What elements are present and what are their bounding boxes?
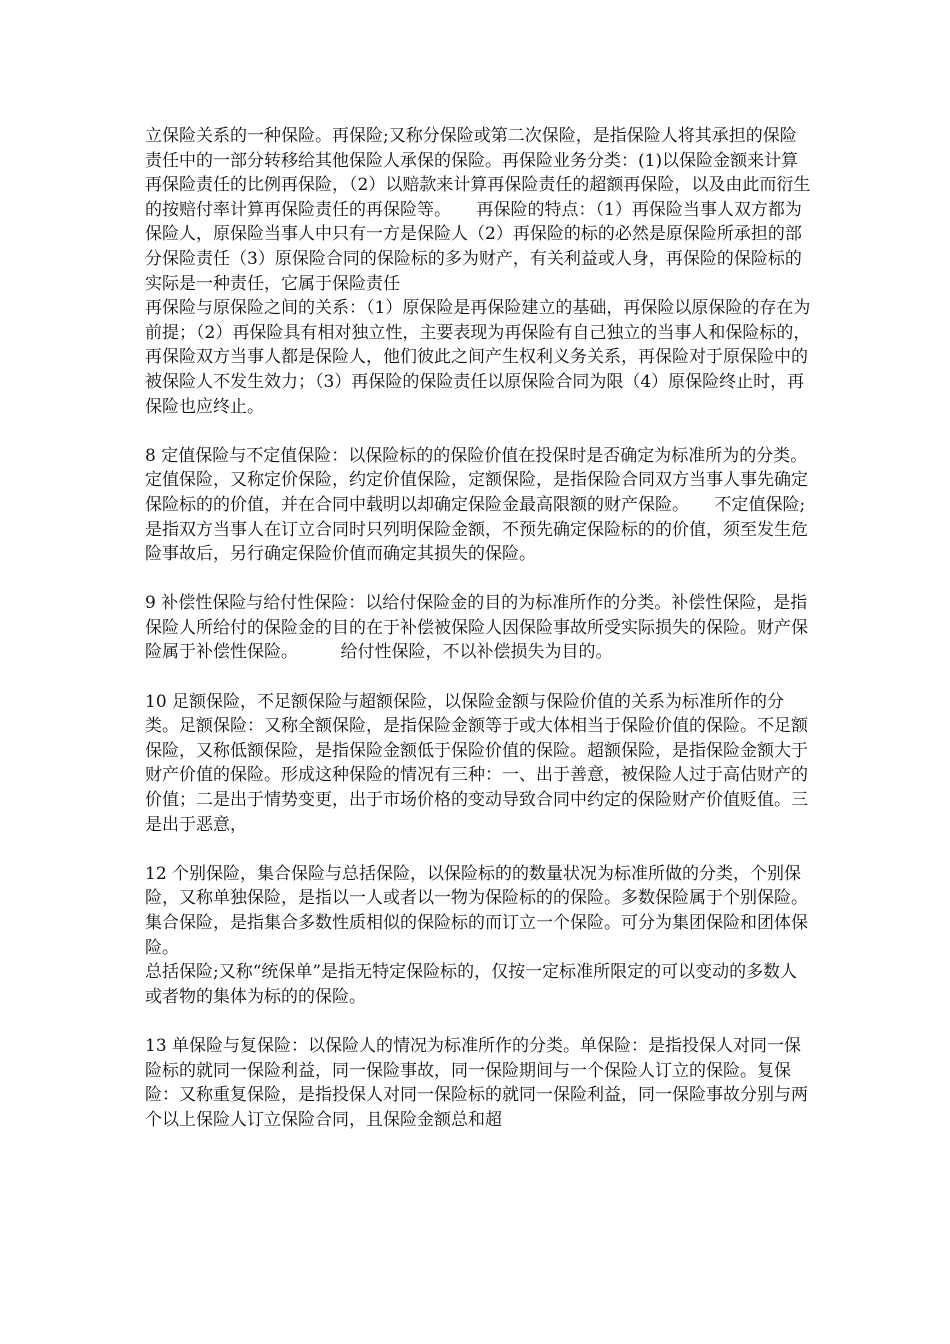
paragraph-spacer (145, 837, 813, 862)
paragraph-single-insurance: 13 单保险与复保险：以保险人的情况为标准所作的分类。单保险：是指投保人对同一保险标的就同一保险利益，同一保险事故，同一保险期间与一个保险人订立的保险。复保险：又称重复保险，是指投保人对同一保险标的就同一保险利益，同一保险事故分别与两个以上保险人订立保险合同，且保险金额总和超 (145, 1035, 808, 1130)
paragraph-spacer (145, 567, 813, 592)
document-body (145, 124, 817, 1132)
paragraph-spacer (145, 419, 813, 444)
paragraph-blanket-insurance: 总括保险;又称“统保单”是指无特定保险标的，仅按一定标准所限定的可以变动的多数人或者物的集体为标的的保险。 (145, 962, 798, 1007)
paragraph-indemnity-insurance: 9 补偿性保险与给付性保险：以给付保险金的目的为标准所作的分类。补偿性保险，是指保险人所给付的保险金的目的在于补偿被保险人因保险事故所受实际损失的保险。财产保险属于补偿性保险。 给付性保险，不以补偿损失为目的。 (145, 593, 808, 663)
paragraph-individual-insurance: 12 个别保险，集合保险与总括保险，以保险标的的数量状况为标准所做的分类，个别保险，又称单独保险，是指以一人或者以一物为保险标的的保险。多数保险属于个别保险。 集合保险，是指集合多数性质相似的保险标的而订立一个保险。可分为集团保险和团体保险。 (145, 863, 817, 958)
paragraph-valued-insurance: 8 定值保险与不定值保险：以保险标的的保险价值在投保时是否确定为标准所为的分类。定值保险，又称定价保险，约定价值保险，定额保险，是指保险合同双方当事人事先确定保险标的的价值，并在合同中载明以却确定保险金最高限额的财产保险。 不定值保险;是指双方当事人在订立合同时只列明保险金额，不预先确定保险标的的价值，须至发生危险事故后，另行确定保险价值而确定其损失的保险。 (145, 445, 808, 565)
paragraph-spacer (145, 1009, 813, 1034)
paragraph-reinsurance-definition: 立保险关系的一种保险。再保险;又称分保险或第二次保险，是指保险人将其承担的保险责任中的一部分转移给其他保险人承保的保险。再保险业务分类：(1)以保险金额来计算再保险责任的比例再保险，（2）以赔款来计算再保险责任的超额再保险，以及由此而衍生的按赔付率计算再保险责任的再保险等。 再保险的特点：（1）再保险当事人双方都为保险人，原保险当事人中只有一方是保险人（2）再保险的标的必然是原保险所承担的部分保险责任（3）原保险合同的保险标的多为财产，有关利益或人身，再保险的保险标的实际是一种责任，它属于保险责任 (145, 126, 811, 294)
paragraph-reinsurance-relationship: 再保险与原保险之间的关系：（1）原保险是再保险建立的基础，再保险以原保险的存在为前提；（2）再保险具有相对独立性，主要表现为再保险有自己独立的当事人和保险标的，再保险双方当事人都是保险人，他们彼此之间产生权利义务关系，再保险对于原保险中的被保险人不发生效力；（3）再保险的保险责任以原保险合同为限（4）原保险终止时，再保险也应终止。 (145, 298, 811, 417)
paragraph-spacer (145, 665, 813, 690)
paragraph-full-insurance: 10 足额保险，不足额保险与超额保险，以保险金额与保险价值的关系为标准所作的分类。足额保险：又称全额保险，是指保险金额等于或大体相当于保险价值的保险。不足额保险，又称低额保险，是指保险金额低于保险价值的保险。超额保险，是指保险金额大于财产价值的保险。形成这种保险的情况有三种：一、出于善意，被保险人过于高估财产的价值；二是出于情势变更，出于市场价格的变动导致合同中约定的保险财产价值贬值。三是出于恶意， (145, 691, 808, 835)
